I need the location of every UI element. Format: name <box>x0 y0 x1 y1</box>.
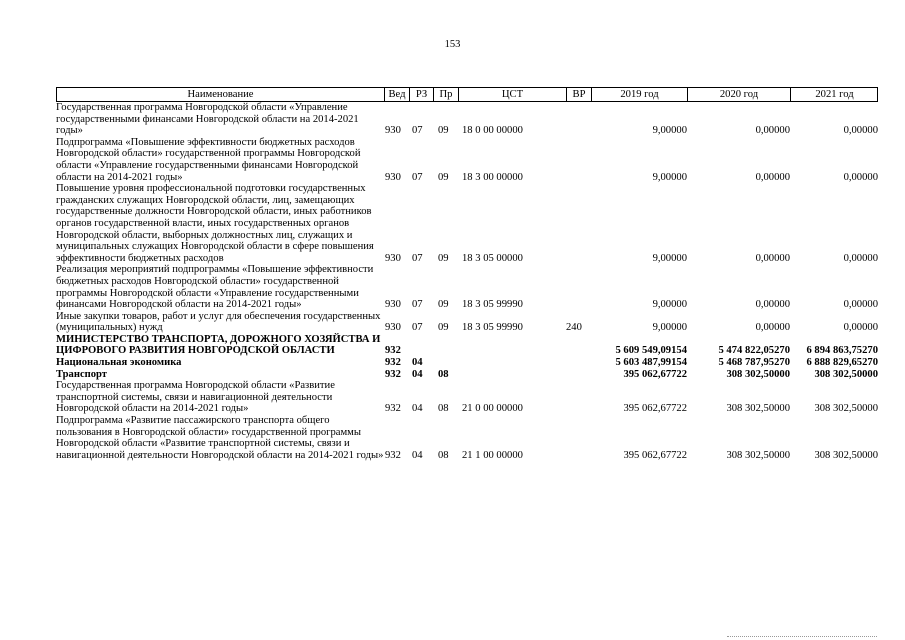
value-2019: 395 062,67722 <box>623 368 687 380</box>
table-row <box>56 334 878 357</box>
header-2019: 2019 год <box>591 88 687 101</box>
table-row <box>56 415 878 461</box>
row-name: Реализация мероприятий подпрограммы «Повышение эффективности бюджетных расходов Новгородской области» государственной программы Новгородской области «Управление государственными финансами Новгородской области на 2014-2021 годы» <box>56 264 374 311</box>
cst-cell: 18 3 05 99990 <box>462 299 523 311</box>
vr-cell: 240 <box>566 322 582 334</box>
value-2021: 308 302,50000 <box>814 368 878 380</box>
rz-cell: 07 <box>412 299 423 311</box>
row-name: Государственная программа Новгородской области «Управление государственными финансами Новгородской области на 2014-2021 годы» <box>56 102 359 137</box>
pr-cell: 09 <box>438 322 449 334</box>
value-2021: 0,00000 <box>843 252 878 264</box>
header-2021: 2021 год <box>790 88 878 101</box>
row-name: Национальная экономика <box>56 357 182 369</box>
ved-cell: 930 <box>385 125 401 137</box>
pr-cell: 09 <box>438 125 449 137</box>
pr-cell: 08 <box>438 368 449 380</box>
table-row <box>56 311 878 334</box>
ved-cell: 930 <box>385 299 401 311</box>
table-row <box>56 380 878 415</box>
pr-cell: 09 <box>438 299 449 311</box>
value-2019: 9,00000 <box>652 322 687 334</box>
ved-cell: 932 <box>385 345 401 357</box>
value-2021: 308 302,50000 <box>814 449 878 461</box>
cst-cell: 21 0 00 00000 <box>462 403 523 415</box>
value-2020: 5 474 822,05270 <box>718 345 790 357</box>
rz-cell: 07 <box>412 322 423 334</box>
table-row <box>56 183 878 264</box>
value-2019: 395 062,67722 <box>623 403 687 415</box>
table-row <box>56 102 878 137</box>
value-2021: 6 888 829,65270 <box>806 357 878 369</box>
value-2020: 0,00000 <box>755 125 790 137</box>
row-name: МИНИСТЕРСТВО ТРАНСПОРТА, ДОРОЖНОГО ХОЗЯЙСТВА И ЦИФРОВОГО РАЗВИТИЯ НОВГОРОДСКОЙ ОБЛАСТИ <box>56 333 381 357</box>
ved-cell: 932 <box>385 449 401 461</box>
value-2020: 308 302,50000 <box>726 368 790 380</box>
ved-cell: 930 <box>385 171 401 183</box>
row-name: Государственная программа Новгородской области «Развитие транспортной системы, связи и навигационной деятельности Новгородской области на 2014-2021 годы» <box>56 380 335 415</box>
rz-cell: 07 <box>412 252 423 264</box>
cst-cell: 21 1 00 00000 <box>462 449 523 461</box>
header-vr: ВР <box>566 88 591 101</box>
value-2020: 0,00000 <box>755 322 790 334</box>
row-name: Повышение уровня профессиональной подготовки государственных гражданских служащих Новгородской области, лиц, замещающих государственные должности Новгородской области, иных работников органов государственной власти, иных государственных органов Новгородской области, выборных должностных лиц, служащих и муниципальных служащих Новгородской области в сфере повышения эффективности бюджетных расходов <box>56 183 374 264</box>
table-row <box>56 137 878 183</box>
value-2019: 9,00000 <box>652 252 687 264</box>
budget-table <box>56 87 878 461</box>
rz-cell: 07 <box>412 125 423 137</box>
value-2020: 5 468 787,95270 <box>718 357 790 369</box>
row-name: Подпрограмма «Развитие пассажирского транспорта общего пользования в Новгородской области» государственной программы Новгородской области «Развитие транспортной системы, связи и навигационной деятельности Новгородской области на 2014-2021 годы» <box>56 415 384 461</box>
page-number: 153 <box>444 39 461 50</box>
bottom-edge-mark <box>727 636 877 639</box>
row-name: Транспорт <box>56 368 108 380</box>
value-2019: 5 603 487,99154 <box>615 357 687 369</box>
row-name: Подпрограмма «Повышение эффективности бюджетных расходов Новгородской области» государственной программы Новгородской области «Управление государственными финансами Новгородской области на 2014-2021 годы» <box>56 136 361 183</box>
cst-cell: 18 0 00 00000 <box>462 125 523 137</box>
value-2019: 9,00000 <box>652 125 687 137</box>
ved-cell: 932 <box>385 368 401 380</box>
pr-cell: 09 <box>438 252 449 264</box>
value-2021: 308 302,50000 <box>814 403 878 415</box>
pr-cell: 09 <box>438 171 449 183</box>
rz-cell: 07 <box>412 171 423 183</box>
header-2020: 2020 год <box>687 88 790 101</box>
ved-cell: 930 <box>385 252 401 264</box>
value-2020: 0,00000 <box>755 299 790 311</box>
rz-cell: 04 <box>412 403 423 415</box>
rz-cell: 04 <box>412 368 423 380</box>
ved-cell: 932 <box>385 403 401 415</box>
value-2019: 9,00000 <box>652 299 687 311</box>
value-2020: 308 302,50000 <box>726 403 790 415</box>
cst-cell: 18 3 00 00000 <box>462 171 523 183</box>
table-row <box>56 357 878 369</box>
value-2019: 9,00000 <box>652 171 687 183</box>
table-row <box>56 264 878 310</box>
value-2021: 6 894 863,75270 <box>806 345 878 357</box>
value-2019: 5 609 549,09154 <box>615 345 687 357</box>
ved-cell: 930 <box>385 322 401 334</box>
table-body <box>56 102 878 461</box>
pr-cell: 08 <box>438 449 449 461</box>
value-2020: 0,00000 <box>755 252 790 264</box>
value-2019: 395 062,67722 <box>623 449 687 461</box>
value-2021: 0,00000 <box>843 125 878 137</box>
table-header <box>56 87 878 102</box>
header-rz: РЗ <box>409 88 433 101</box>
ved-cell: 932 <box>385 357 401 369</box>
value-2021: 0,00000 <box>843 171 878 183</box>
pr-cell: 08 <box>438 403 449 415</box>
value-2020: 0,00000 <box>755 171 790 183</box>
cst-cell: 18 3 05 00000 <box>462 252 523 264</box>
rz-cell: 04 <box>412 357 423 369</box>
header-cst: ЦСТ <box>458 88 566 101</box>
cst-cell: 18 3 05 99990 <box>462 322 523 334</box>
header-ved: Вед <box>384 88 409 101</box>
header-name: Наименование <box>187 88 254 100</box>
rz-cell: 04 <box>412 449 423 461</box>
value-2021: 0,00000 <box>843 299 878 311</box>
row-name: Иные закупки товаров, работ и услуг для обеспечения государственных (муниципальных) нужд <box>56 310 381 334</box>
value-2020: 308 302,50000 <box>726 449 790 461</box>
table-row <box>56 369 878 381</box>
value-2021: 0,00000 <box>843 322 878 334</box>
header-pr: Пр <box>433 88 458 101</box>
